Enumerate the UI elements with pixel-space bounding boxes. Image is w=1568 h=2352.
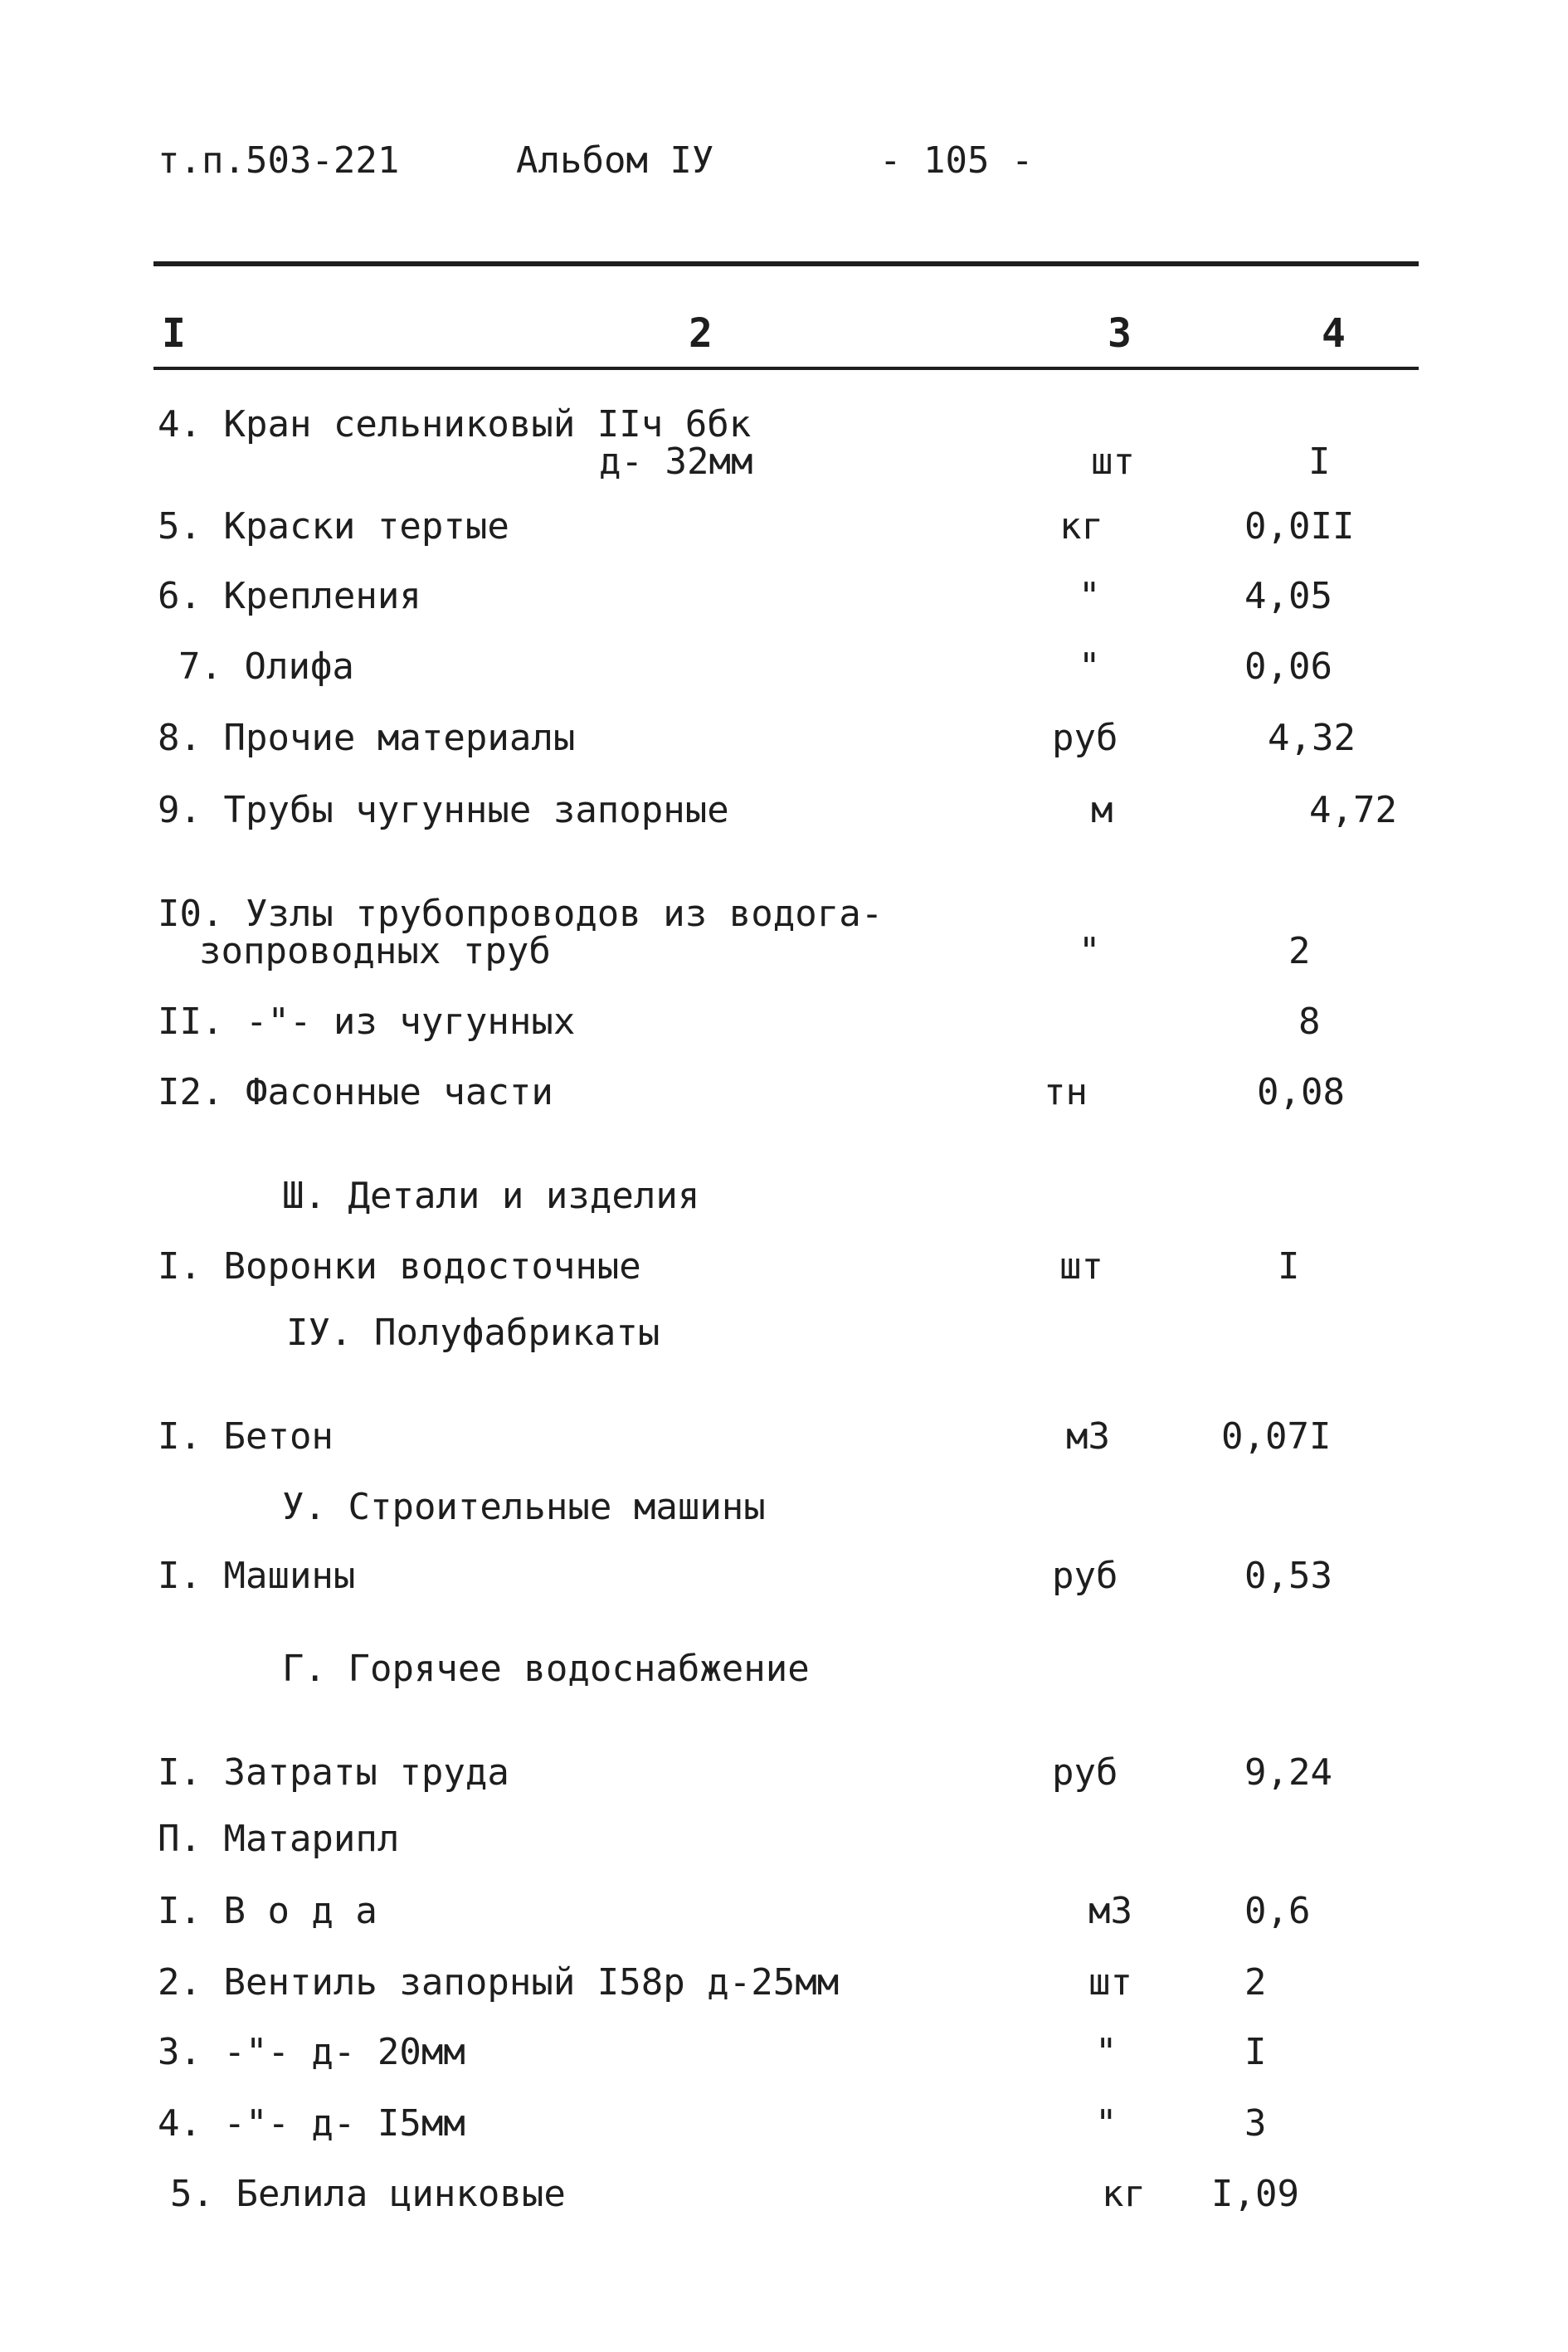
- item-quantity: 3: [1244, 2102, 1267, 2145]
- item-name: 7. Олифа: [178, 645, 354, 688]
- section-heading: У. Строительные машины: [282, 1486, 766, 1528]
- item-quantity: 0,08: [1257, 1071, 1345, 1113]
- section-heading: Г. Горячее водоснабжение: [282, 1648, 810, 1690]
- item-name: 2. Вентиль запорный I58р д-25мм: [158, 1961, 840, 2004]
- item-unit: ": [1079, 930, 1101, 972]
- top-rule: [153, 261, 1419, 266]
- item-unit: руб: [1052, 1751, 1118, 1794]
- section-heading: Ш. Детали и изделия: [282, 1175, 700, 1217]
- item-quantity: 4,32: [1268, 717, 1356, 759]
- item-name: I. Бетон: [158, 1415, 334, 1458]
- item-name-continuation: зопроводных труб: [199, 930, 551, 972]
- item-name: 4. Кран сельниковый IIч 6бк: [158, 403, 752, 446]
- item-name: II. -"- из чугунных: [158, 1001, 576, 1043]
- column-number-4: 4: [1322, 310, 1346, 357]
- item-name: I0. Узлы трубопроводов из водога-: [158, 893, 884, 935]
- item-name: I. Машины: [158, 1555, 356, 1597]
- item-quantity: 0,0II: [1244, 505, 1355, 548]
- item-name-continuation: д- 32мм: [599, 441, 753, 483]
- item-quantity: 9,24: [1244, 1751, 1332, 1794]
- item-unit: ": [1095, 2102, 1118, 2145]
- item-unit: ": [1079, 575, 1101, 617]
- column-number-2: 2: [689, 310, 713, 357]
- item-quantity: 8: [1298, 1001, 1321, 1043]
- item-quantity: 2: [1244, 1961, 1267, 2004]
- item-quantity: I,09: [1211, 2173, 1299, 2215]
- item-quantity: 2: [1288, 930, 1311, 972]
- item-quantity: 4,05: [1244, 575, 1332, 617]
- item-unit: тн: [1044, 1071, 1088, 1113]
- item-name: 4. -"- д- I5мм: [158, 2102, 465, 2145]
- column-number-1: I: [162, 310, 186, 357]
- item-unit: кг: [1059, 505, 1103, 548]
- item-unit: шт: [1088, 1961, 1132, 2004]
- item-quantity: I: [1308, 441, 1331, 483]
- item-unit: руб: [1052, 1555, 1118, 1597]
- item-quantity: 0,07I: [1221, 1415, 1332, 1458]
- item-name: 8. Прочие материалы: [158, 717, 576, 759]
- item-quantity: 0,06: [1244, 645, 1332, 688]
- item-unit: м3: [1088, 1890, 1132, 1932]
- subsection-heading: П. Матарипл: [158, 1818, 400, 1860]
- item-name: 5. Краски тертые: [158, 505, 509, 548]
- item-unit: руб: [1052, 717, 1118, 759]
- item-quantity: 4,72: [1309, 789, 1397, 831]
- item-unit: шт: [1059, 1245, 1103, 1288]
- item-name: 5. Белила цинковые: [170, 2173, 566, 2215]
- section-heading: IУ. Полуфабрикаты: [286, 1312, 660, 1354]
- item-name: 6. Крепления: [158, 575, 421, 617]
- item-unit: ": [1079, 645, 1101, 688]
- item-unit: м3: [1066, 1415, 1110, 1458]
- album-title: Альбом IУ: [516, 139, 714, 182]
- item-name: I. Воронки водосточные: [158, 1245, 641, 1288]
- item-name: I. В о д а: [158, 1890, 377, 1932]
- item-unit: кг: [1102, 2173, 1146, 2215]
- item-name: I2. Фасонные части: [158, 1071, 553, 1113]
- item-unit: шт: [1091, 441, 1135, 483]
- item-name: 9. Трубы чугунные запорные: [158, 789, 729, 831]
- item-quantity: 0,53: [1244, 1555, 1332, 1597]
- item-quantity: I: [1278, 1245, 1300, 1288]
- item-name: 3. -"- д- 20мм: [158, 2031, 465, 2073]
- item-unit: ": [1095, 2031, 1118, 2073]
- item-unit: м: [1091, 789, 1113, 831]
- column-number-3: 3: [1108, 310, 1132, 357]
- header-rule: [153, 367, 1419, 370]
- item-name: I. Затраты труда: [158, 1751, 509, 1794]
- item-quantity: 0,6: [1244, 1890, 1311, 1932]
- page-number: - 105 -: [879, 139, 1034, 182]
- document-code: т.п.503-221: [158, 139, 400, 182]
- item-quantity: I: [1244, 2031, 1267, 2073]
